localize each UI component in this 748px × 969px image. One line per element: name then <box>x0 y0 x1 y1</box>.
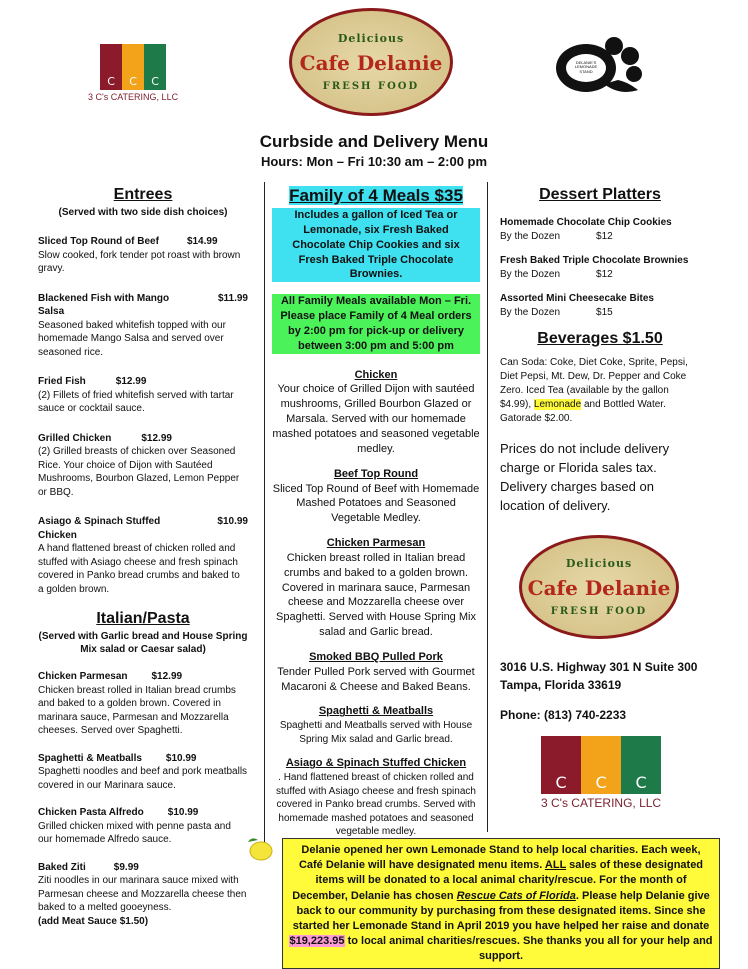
ccc-block-orange: C <box>122 44 144 90</box>
cafe-delanie-logo-small: Delicious Cafe Delanie FRESH FOOD <box>519 535 679 639</box>
column-divider-left <box>264 182 265 842</box>
contact-info <box>500 658 720 724</box>
ccc-catering-logo-large <box>541 736 661 810</box>
menu-item: Fried Fish $12.99 (2) Fillets of fried whitefish served with tartar sauce or cocktail sauce. <box>38 376 234 414</box>
entrees-heading: Entrees <box>113 186 173 203</box>
column-divider-right <box>487 182 488 832</box>
pricing-notice: Prices do not include delivery charge or Florida sales tax. Delivery charges based on location of delivery. <box>500 441 670 513</box>
ccc-logo-text: 3 C's CATERING, LLC <box>541 796 662 810</box>
dessert-item: Homemade Chocolate Chip Cookies By the Dozen $12 <box>500 217 672 242</box>
family-section: Chicken Parmesan Chicken breast rolled in Italian bread crumbs and baked to a golden brown. Covered in marinara sauce, Parmesan cheese and Mozzarella cheese over Spaghetti. Served with House Spring Mix salad and Garlic bread. <box>276 537 476 639</box>
dessert-item: Assorted Mini Cheesecake Bites By the Dozen $15 <box>500 293 654 318</box>
menu-item: Spaghetti & Meatballs $10.99 Spaghetti noodles and beef and pork meatballs covered in our Marinara sauce. <box>38 752 248 791</box>
beverages-text: Can Soda: Coke, Diet Coke, Sprite, Pepsi, Diet Pepsi, Mt. Dew, Dr. Pepper and Coke Zero. Iced Tea (available by the gallon $4.99), Lemonade and Bottled Water. Gatorade $2.00. <box>500 357 688 424</box>
ccc-block-orange: C <box>581 736 621 794</box>
lemonade-stand-notice: Delanie opened her own Lemonade Stand to help local charities. Each week, Café Delanie will have designated menu items. ALL sales of these designated items will be donated to a local animal charity/rescue. For the month of December, Delanie has chosen Rescue Cats of Florida. Please help Delanie give back to our community by purchasing from these designated items. Since she started her Lemonade Stand in April 2019 you have helped her raise and donate $19,223.95 to local animal charities/rescues. She thanks you all for your help and support. <box>282 838 720 969</box>
menu-item: Baked Ziti $9.99 Ziti noodles in our marinara sauce mixed with Parmesan cheese and Mozzarella cheese then baked to a melted gooeyness. (add Meat Sauce $1.50) <box>38 861 247 927</box>
menu-item: Asiago & Spinach Stuffed Chicken $10.99 A hand flattened breast of chicken rolled and stuffed with Asiago cheese and fresh spinach covered in Panko bread crumbs and baked to a golden brown. <box>38 516 248 595</box>
family-section: Spaghetti & Meatballs Spaghetti and Meatballs served with House Spring Mix salad and Garlic bread. <box>279 705 473 745</box>
phone: Phone: (813) 740-2233 <box>500 708 627 722</box>
cafe-delanie-logo: Delicious Cafe Delanie FRESH FOOD <box>289 8 453 116</box>
address-line-2: Tampa, Florida 33619 <box>500 678 622 692</box>
dessert-item: Fresh Baked Triple Chocolate Brownies By the Dozen $12 <box>500 255 689 280</box>
lemon-icon <box>244 836 274 862</box>
beverages-heading: Beverages $1.50 <box>537 330 663 347</box>
page-title: Curbside and Delivery Menu <box>259 132 489 151</box>
ccc-logo-text: 3 C's CATERING, LLC <box>88 92 179 102</box>
family-section: Asiago & Spinach Stuffed Chicken . Hand flattened breast of chicken rolled and stuffed with Asiago cheese and fresh spinach covered in Panko bread crumbs. Served with homemade mashed potatoes and seasoned vegetable medley. <box>276 757 476 838</box>
right-column <box>500 186 700 515</box>
family-meals-heading: Family of 4 Meals $35 <box>289 186 463 205</box>
lemonade-stand-logo: DELANIE'S LEMONADE STAND <box>548 34 652 100</box>
ccc-block-red: C <box>100 44 122 90</box>
family-includes: Includes a gallon of Iced Tea or Lemonade, six Fresh Baked Chocolate Chip Cookies and six Fresh Baked Triple Chocolate Brownies. <box>272 208 480 282</box>
family-section: Beef Top Round Sliced Top Round of Beef with Homemade Mashed Potatoes and Seasoned Vegetable Medley. <box>272 467 480 525</box>
ccc-block-green: C <box>144 44 166 90</box>
ccc-block-red: C <box>541 736 581 794</box>
family-availability: All Family Meals available Mon – Fri. Please place Family of 4 Meal orders by 2:00 pm for pick-up or delivery between 3:00 pm and 5:00 pm <box>272 294 480 353</box>
menu-item: Grilled Chicken $12.99 (2) Grilled breasts of chicken over Seasoned Rice. Your choice of Dijon with Sautéed Mushrooms, Bourbon Glazed, Lemon Pepper or BBQ. <box>38 432 240 498</box>
family-section: Chicken Your choice of Grilled Dijon with sautéed mushrooms, Grilled Bourbon Glazed or Marsala. Served with our homemade mashed potatoes and seasoned vegetable medley. <box>272 368 480 455</box>
menu-item: Chicken Pasta Alfredo $10.99 Grilled chicken mixed with penne pasta and our homemade Alfredo sauce. <box>38 807 231 845</box>
left-column <box>38 186 248 928</box>
menu-item: Chicken Parmesan $12.99 Chicken breast rolled in Italian bread crumbs and baked to a golden brown. Covered in marinara sauce, Parmesan and Mozzarella cheeses. Served over Spaghetti. <box>38 671 236 736</box>
middle-column <box>272 186 480 839</box>
ccc-catering-logo <box>88 44 178 102</box>
dessert-heading: Dessert Platters <box>539 186 661 203</box>
hours-text: Hours: Mon – Fri 10:30 am – 2:00 pm <box>260 154 488 169</box>
italian-subtitle: (Served with Garlic bread and House Spring Mix salad or Caesar salad) <box>38 631 248 655</box>
italian-heading: Italian/Pasta <box>96 610 190 627</box>
family-section: Smoked BBQ Pulled Pork Tender Pulled Pork served with Gourmet Macaroni & Cheese and Baked Beans. <box>277 650 475 693</box>
ccc-block-green: C <box>621 736 661 794</box>
menu-item: Sliced Top Round of Beef $14.99 Slow cooked, fork tender pot roast with brown gravy. <box>38 236 241 274</box>
menu-item: Blackened Fish with Mango Salsa $11.99 Seasoned baked whitefish topped with our homemade Mango Salsa and served over seasoned rice. <box>38 292 248 358</box>
entrees-subtitle: (Served with two side dish choices) <box>58 207 228 218</box>
address-line-1: 3016 U.S. Highway 301 N Suite 300 <box>500 660 698 674</box>
